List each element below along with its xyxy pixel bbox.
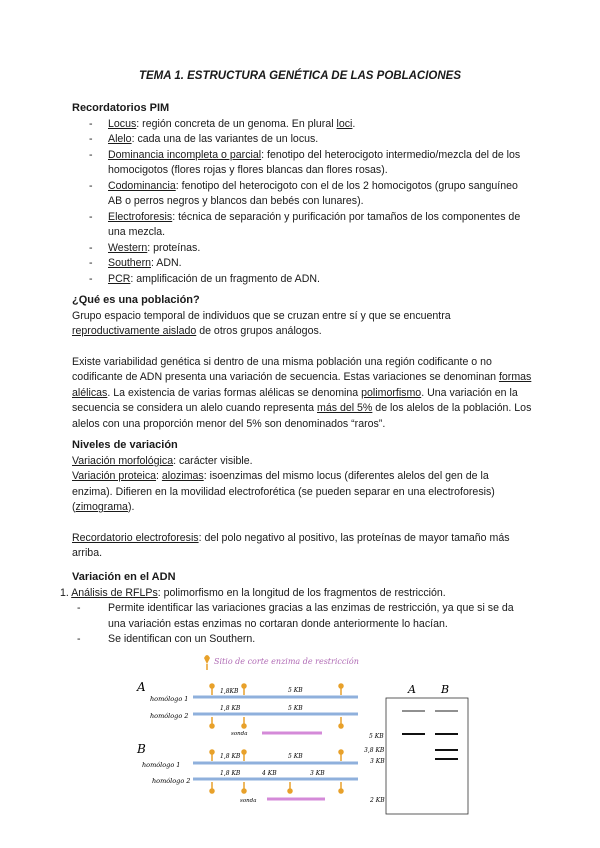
list-item: [72, 132, 532, 148]
homolog-label: homólogo 1: [150, 695, 189, 703]
term: loci: [336, 117, 353, 130]
fragment-size: 1,8 KB: [220, 705, 241, 712]
term: polimorfismo: [361, 386, 422, 399]
gel-lane-b-label: B: [441, 683, 450, 696]
list-item: [60, 601, 532, 632]
term: Dominancia incompleta o parcial: [108, 148, 262, 161]
gel-size-label: 5 KB: [369, 733, 384, 740]
text: : polimorfismo en la longitud de los fragmentos de restricción.: [157, 586, 446, 599]
fragment-size: 1,8KB: [220, 688, 239, 695]
term: Electroforesis: [108, 210, 173, 223]
definition: : amplificación de un fragmento de ADN.: [130, 272, 320, 285]
text: Grupo espacio temporal de individuos que se cruzan entre sí y que se encuentra: [72, 309, 451, 322]
cut-site-icon: [204, 655, 210, 670]
term: Variación proteica: [72, 470, 157, 482]
term: PCR: [108, 272, 131, 285]
paragraph: [72, 469, 532, 516]
recordatorios-list: [72, 117, 532, 288]
fragment-size: 4 KB: [262, 770, 277, 777]
text: . Una variación en la secuencia se considera un alelo cuando representa: [72, 386, 518, 414]
definition: : cada una de las variantes de un locus.: [131, 133, 319, 145]
term: Western: [108, 241, 148, 254]
gel-frame: [386, 698, 468, 814]
text: . La existencia de varias formas alélicas se denomina: [107, 386, 362, 399]
section-heading: Variación en el ADN: [72, 571, 176, 583]
term: Southern: [108, 257, 151, 269]
fragment-size: 1,8 KB: [220, 770, 241, 777]
text: de los alelos de la población. Los alelos con una proporción menor del 5% son denominados “raros”.: [72, 402, 532, 430]
definition: : fenotipo del heterocigoto con el de los 2 homocigotos (grupo sanguíneo AB o perros negros y blancos dan bebés con lunares).: [108, 179, 518, 207]
text: : carácter visible.: [173, 454, 253, 467]
term: Análisis de RFLPs: [71, 586, 158, 599]
term: zimograma: [75, 501, 128, 513]
term: Codominancia: [108, 179, 176, 192]
gel-size-label: 2 KB: [370, 797, 385, 804]
term: Recordatorio electroforesis: [72, 531, 199, 544]
list-item: [72, 241, 532, 257]
gel-lane-a-label: A: [408, 683, 416, 696]
list-item: [72, 256, 532, 272]
list-item: [72, 148, 532, 179]
definition: : fenotipo del heterocigoto intermedio/mezcla del de los homocigotos (flores rojas y flores blancas dan flores rosas).: [108, 148, 521, 176]
gel-size-label: 3,8 KB: [364, 747, 385, 754]
paragraph: [72, 355, 532, 433]
text: : del polo negativo al positivo, las proteínas de mayor tamaño más arriba.: [72, 531, 510, 559]
fragment-size: 5 KB: [288, 687, 303, 694]
panel-a-label: A: [137, 680, 146, 694]
section-heading: Recordatorios PIM: [72, 102, 170, 114]
list-item: [72, 210, 532, 241]
term: reproductivamente aislado: [72, 325, 197, 337]
page-title: TEMA 1. ESTRUCTURA GENÉTICA DE LAS POBLACIONES: [138, 70, 462, 82]
fragment-size: 5 KB: [288, 753, 303, 760]
homolog-label: homólogo 2: [150, 712, 189, 720]
text: :: [156, 470, 162, 482]
section-poblacion: [72, 293, 532, 432]
text: : isoenzimas del mismo locus (diferentes alelos del gen de la enzima). Difieren en la movilidad electroforética (se pueden separar en una electroforesis) (: [72, 470, 495, 513]
definition: : ADN.: [151, 257, 182, 269]
paragraph: [72, 309, 532, 340]
gel-size-label: 3 KB: [370, 758, 385, 765]
section-adn: [60, 570, 532, 648]
fragment-size: 5 KB: [288, 705, 303, 712]
term: Locus: [108, 117, 137, 130]
probe-label: sonda: [240, 798, 257, 804]
text: ).: [127, 501, 135, 513]
rflp-figure: [0, 640, 600, 820]
paragraph: [72, 454, 532, 470]
section-recordatorios: [72, 101, 532, 287]
list-item: [72, 117, 532, 133]
text: Permite identificar las variaciones gracias a las enzimas de restricción, ya que si se da una variación estas enzimas no cortaran donde anteriormente lo hacían.: [108, 602, 514, 630]
section-heading: ¿Qué es una población?: [72, 294, 200, 306]
panel-b-label: B: [137, 742, 146, 756]
term: más del 5%: [317, 402, 373, 414]
paragraph: [60, 586, 532, 602]
punctuation: .: [352, 117, 356, 130]
fragment-size: 1,8 KB: [220, 753, 241, 760]
text: Se identifican con un Southern.: [108, 633, 256, 645]
fragment-size: 3 KB: [310, 770, 325, 777]
definition: : región concreta de un genoma. En plural: [136, 117, 337, 130]
homolog-label: homólogo 1: [142, 761, 181, 769]
legend-label: Sitio de corte enzima de restricción: [214, 657, 359, 666]
homolog-label: homólogo 2: [152, 777, 191, 785]
term: alozimas: [161, 470, 204, 482]
text: Existe variabilidad genética si dentro de una misma población una región codificante o no codificante de ADN presenta una variación de secuencia. Estas variaciones se denominan: [72, 355, 499, 383]
definition: : técnica de separación y purificación por tamaños de los componentes de una mezcla.: [108, 210, 521, 238]
term: Alelo: [108, 133, 132, 145]
term: Variación morfológica: [72, 454, 174, 467]
probe-label: sonda: [231, 731, 248, 737]
definition: : proteínas.: [147, 241, 201, 254]
section-heading: Niveles de variación: [72, 439, 178, 451]
list-item: [72, 272, 532, 288]
text: 1.: [60, 586, 72, 599]
list-item: [72, 179, 532, 210]
section-niveles: [72, 438, 532, 562]
paragraph: [72, 531, 532, 562]
text: de otros grupos análogos.: [196, 325, 322, 337]
term: formas alélicas: [72, 371, 532, 399]
